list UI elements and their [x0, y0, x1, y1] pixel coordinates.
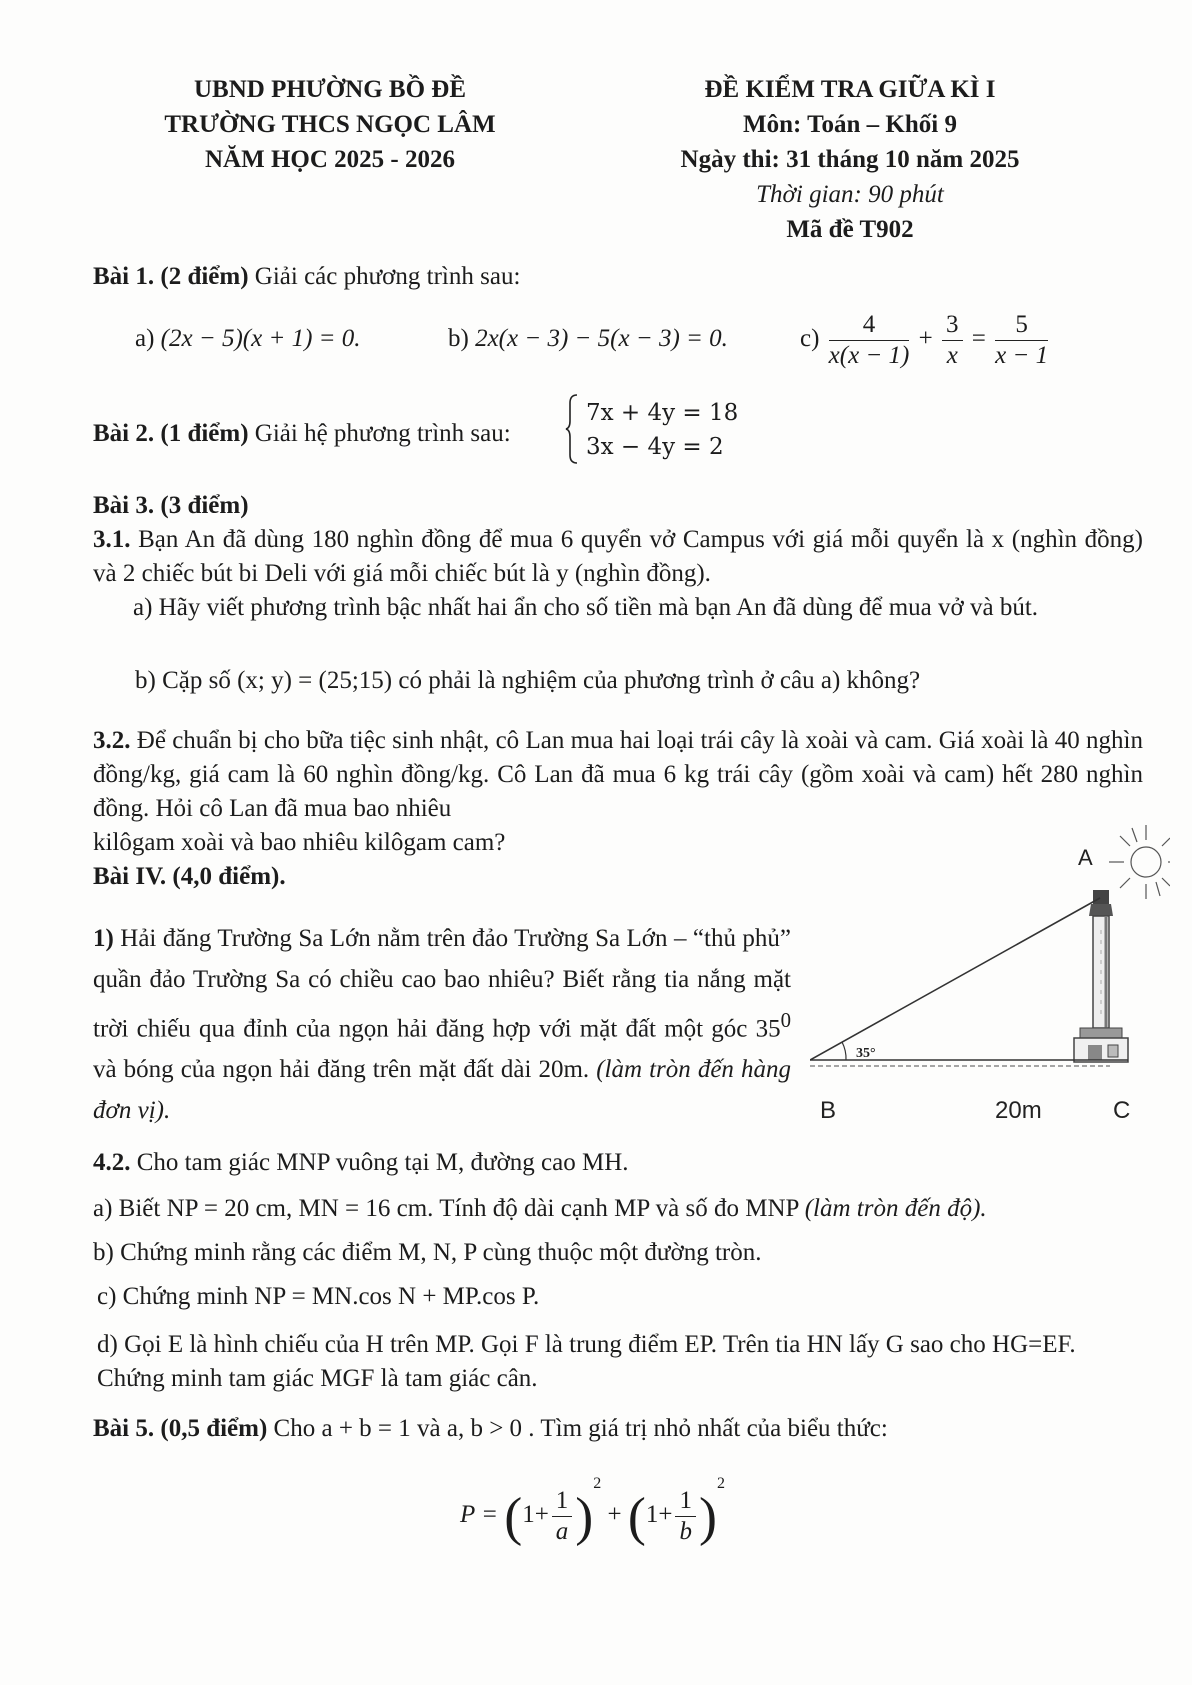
fraction-numerator: 1 — [675, 1486, 696, 1517]
exam-duration: Thời gian: 90 phút — [756, 181, 944, 208]
fraction-denominator: x(x − 1) — [828, 341, 910, 369]
fraction-numerator: 1 — [552, 1486, 573, 1517]
lighthouse-figure — [810, 820, 1170, 1130]
fraction-denominator: x — [946, 341, 958, 369]
expression-term-2: 1+ — [645, 1501, 673, 1528]
bai1-c-label: c) — [800, 325, 820, 352]
shadow-length-label: 20m — [995, 1097, 1042, 1124]
bai3-1-label: 3.1. — [93, 526, 131, 553]
bai2-text: Giải hệ phương trình sau: — [254, 420, 511, 447]
bai5-title: Bài 5. (0,5 điểm) — [93, 1415, 268, 1442]
bai1-c-fraction-3 — [995, 310, 1048, 371]
bai4-2-c: c) Chứng minh NP = MN.cos N + MP.cos P. — [97, 1283, 540, 1310]
exam-header — [650, 72, 1050, 247]
bai4-2-a — [93, 1192, 987, 1226]
bai1-text: Giải các phương trình sau: — [254, 263, 521, 290]
lighthouse-icon — [1074, 890, 1128, 1062]
plus-sign: + — [607, 1501, 622, 1528]
bai4-2-a-note: (làm tròn đến độ). — [804, 1195, 987, 1222]
bai4-2-heading — [93, 1146, 629, 1180]
sun-ray-line — [810, 898, 1100, 1060]
bai1-a — [135, 322, 361, 356]
fraction-denominator: b — [679, 1517, 692, 1545]
exponent: 2 — [593, 1475, 602, 1492]
district-name: UBND PHƯỜNG BỒ ĐỀ — [194, 76, 466, 103]
bai1-b-label: b) — [448, 325, 469, 352]
exam-subject: Môn: Toán – Khối 9 — [743, 111, 957, 138]
expression-term-1: 1+ — [522, 1501, 549, 1528]
angle-label: 35° — [856, 1046, 876, 1061]
bai5-text: Cho a + b = 1 và a, b > 0 . Tìm giá trị nhỏ nhất của biểu thức: — [273, 1415, 888, 1442]
exam-date: Ngày thi: 31 tháng 10 năm 2025 — [680, 146, 1020, 173]
bai1-a-equation: (2x − 5)(x + 1) = 0. — [160, 325, 361, 352]
bai4-1-text-2: và bóng của ngọn hải đăng trên mặt đất dài 20m. — [93, 1056, 590, 1084]
bai1-b — [448, 322, 728, 356]
fraction-denominator: a — [555, 1517, 569, 1545]
bai3-2-paragraph — [93, 724, 1143, 826]
bai3-2-last-line: kilôgam xoài và bao nhiêu kilôgam cam? — [93, 829, 506, 856]
bai4-1-note: (làm tròn đến hàng đơn vị). — [93, 1056, 791, 1125]
bai1-heading — [93, 260, 520, 294]
bai2-system — [572, 396, 738, 464]
fraction-numerator: 3 — [942, 310, 963, 341]
bai3-1-a: a) Hãy viết phương trình bậc nhất hai ẩn cho số tiền mà bạn An đã dùng để mua vở và bút. — [133, 594, 1039, 621]
school-year: NĂM HỌC 2025 - 2026 — [205, 146, 455, 173]
bai1-c-fraction-2 — [942, 310, 963, 371]
bai1-c-fraction-1 — [829, 310, 910, 371]
bai4-2-b: b) Chứng minh rằng các điểm M, N, P cùng thuộc một đường tròn. — [93, 1239, 762, 1266]
point-b-label: B — [820, 1097, 837, 1124]
bai3-1-text: Bạn An đã dùng 180 nghìn đồng để mua 6 quyển vở Campus với giá mỗi quyển là x (nghìn đồng) và 2 chiếc bút bi Deli với giá mỗi chiếc bút là y (nghìn đồng). — [93, 526, 1143, 587]
plus-sign: + — [918, 325, 933, 352]
system-equation-1: 7x + 4y = 18 — [586, 400, 739, 426]
bai3-1-b: b) Cặp số (x; y) = (25;15) có phải là nghiệm của phương trình ở câu a) không? — [135, 667, 921, 694]
bai1-title: Bài 1. (2 điểm) — [93, 263, 249, 290]
exponent: 2 — [716, 1475, 725, 1492]
fraction-denominator: x − 1 — [995, 341, 1049, 369]
bai3-2-text: Để chuẩn bị cho bữa tiệc sinh nhật, cô Lan mua hai loại trái cây là xoài và cam. Giá xoài là 40 nghìn đồng/kg, giá cam là 60 nghìn đồng/kg. Cô Lan đã mua 6 kg trái cây (gồm xoài và cam) hết 280 nghìn đồng. Hỏi cô Lan đã mua bao nhiêu — [93, 727, 1143, 822]
school-name: TRƯỜNG THCS NGỌC LÂM — [164, 111, 496, 138]
fraction-numerator: 5 — [995, 310, 1048, 341]
point-a-label: A — [1078, 845, 1093, 870]
point-c-label: C — [1113, 1097, 1131, 1124]
bai3-2-label: 3.2. — [93, 727, 131, 754]
bai1-a-label: a) — [135, 325, 155, 352]
sun-icon — [1109, 825, 1170, 899]
bai2-heading — [93, 417, 511, 451]
bai4-2-label: 4.2. — [93, 1149, 131, 1176]
school-header — [120, 72, 540, 177]
exam-code: Mã đề T902 — [786, 216, 914, 243]
fraction-numerator: 4 — [829, 310, 910, 341]
angle-arc — [842, 1042, 846, 1060]
bai3-title: Bài 3. (3 điểm) — [93, 492, 249, 519]
bai4-title: Bài IV. (4,0 điểm). — [93, 863, 286, 890]
bai2-title: Bài 2. (1 điểm) — [93, 420, 249, 447]
bai4-2-d: d) Gọi E là hình chiếu của H trên MP. Gọi F là trung điểm EP. Trên tia HN lấy G sao cho HG=EF. Chứng minh tam giác MGF là tam giác cân. — [97, 1331, 1076, 1392]
bai5-expression: P = (1+ $\frac{1}{a}$ )$^2$ + (1+ $\frac{1}{b}$ )$^2$ — [460, 1475, 725, 1547]
bai4-2-a-text: a) Biết NP = 20 cm, MN = 16 cm. Tính độ dài cạnh MP và số đo MNP — [93, 1195, 799, 1222]
bai1-c — [800, 306, 1051, 372]
bai4-2-text: Cho tam giác MNP vuông tại M, đường cao MH. — [136, 1149, 629, 1176]
bai1-b-equation: 2x(x − 3) − 5(x − 3) = 0. — [475, 325, 728, 352]
bai3-1-paragraph — [93, 523, 1143, 591]
degree-superscript: 0 — [780, 1008, 791, 1032]
bai4-1-label: 1) — [93, 925, 114, 952]
bai4-1-paragraph — [93, 918, 791, 1131]
equals-sign: = — [971, 325, 986, 352]
system-equation-2: 3x − 4y = 2 — [586, 434, 724, 460]
bai4-1-text: Hải đăng Trường Sa Lớn nằm trên đảo Trường Sa Lớn – “thủ phủ” quần đảo Trường Sa có chiều cao bao nhiêu? Biết rằng tia nắng mặt trời chiếu qua đỉnh của ngọn hải đăng hợp với mặt đất một góc 35 — [93, 925, 792, 1043]
expression-lhs: P = — [460, 1501, 498, 1528]
bai5-heading — [93, 1412, 888, 1446]
exam-title: ĐỀ KIỂM TRA GIỮA KÌ I — [704, 76, 996, 103]
